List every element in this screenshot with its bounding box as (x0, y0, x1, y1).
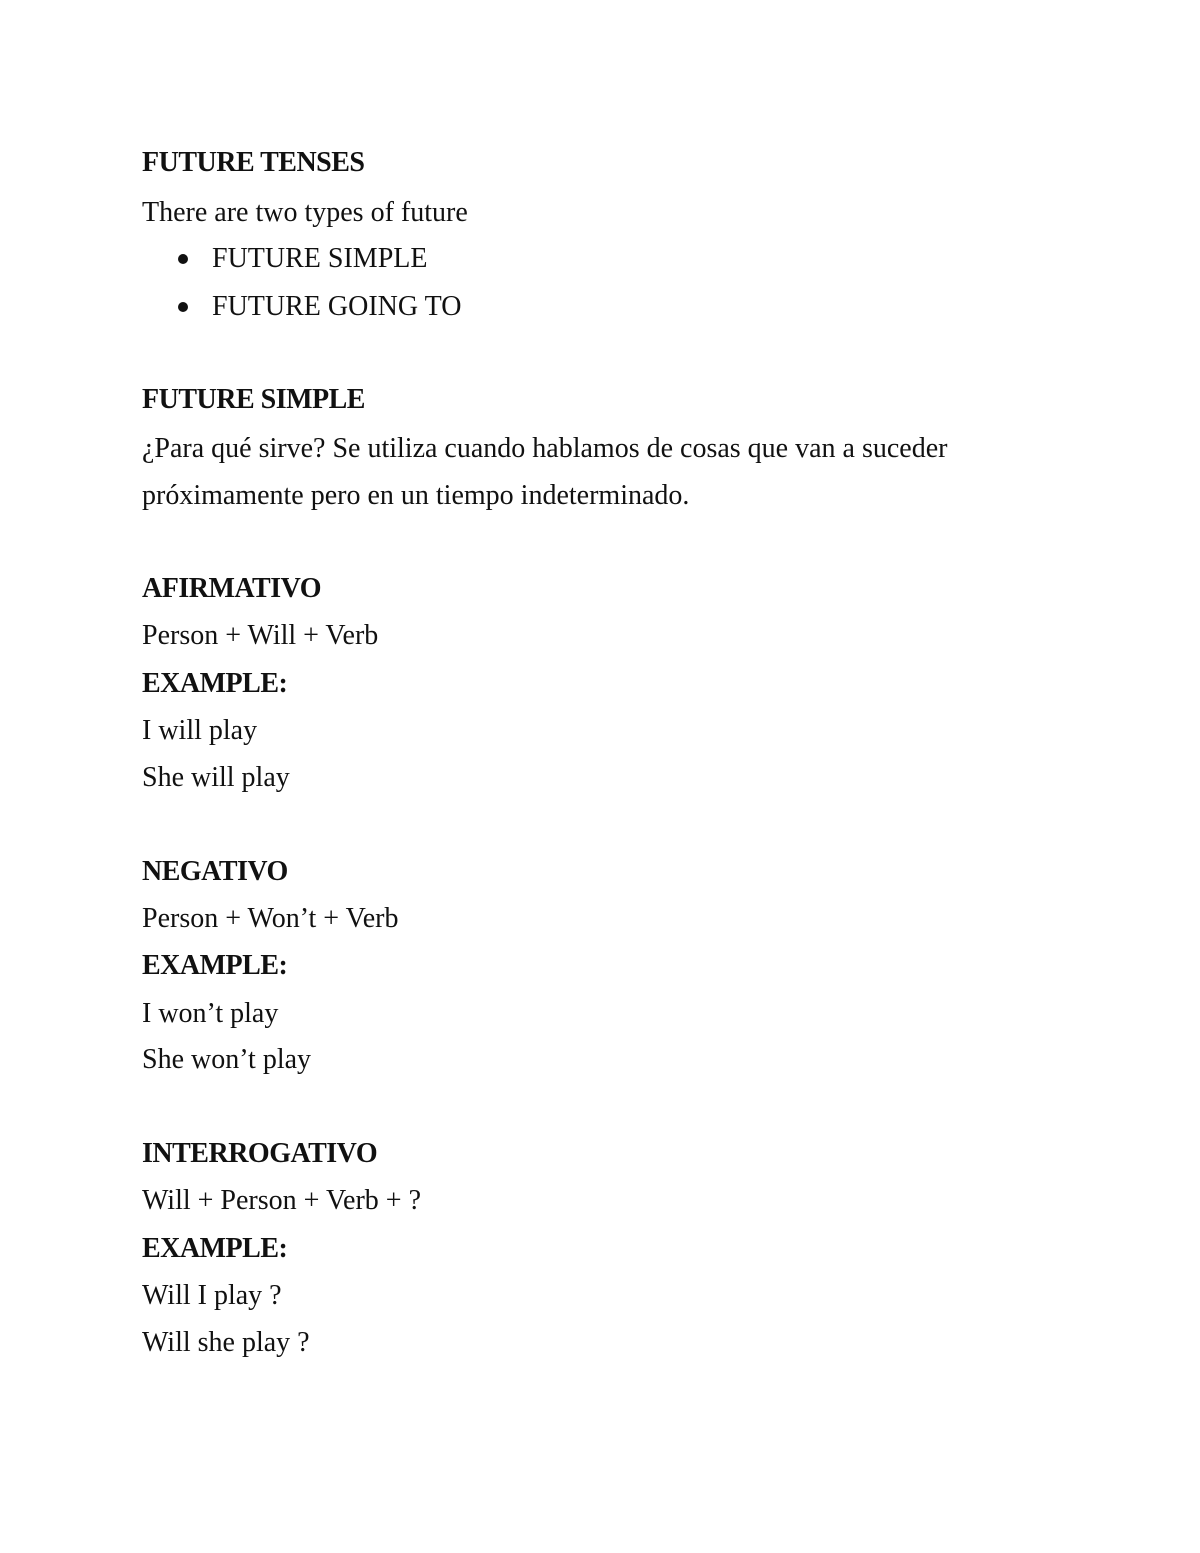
bullet-icon (178, 302, 188, 312)
block-heading-interrogativo: INTERROGATIVO (142, 1138, 378, 1169)
intro-text: There are two types of future (142, 197, 468, 228)
section-title: FUTURE SIMPLE (142, 384, 365, 415)
example-line: Will she play ? (142, 1327, 310, 1358)
example-line: I won’t play (142, 998, 279, 1029)
document-title: FUTURE TENSES (142, 147, 365, 178)
description-line: próximamente pero en un tiempo indeterminado. (142, 480, 690, 511)
example-line: Will I play ? (142, 1280, 282, 1311)
formula-negativo: Person + Won’t + Verb (142, 903, 399, 934)
formula-afirmativo: Person + Will + Verb (142, 620, 379, 651)
example-label: EXAMPLE: (142, 950, 288, 981)
block-heading-afirmativo: AFIRMATIVO (142, 573, 322, 604)
example-label: EXAMPLE: (142, 668, 288, 699)
formula-interrogativo: Will + Person + Verb + ? (142, 1185, 422, 1216)
example-label: EXAMPLE: (142, 1233, 288, 1264)
block-heading-negativo: NEGATIVO (142, 856, 288, 887)
example-line: She won’t play (142, 1044, 312, 1075)
example-line: I will play (142, 715, 258, 746)
bullet-icon (178, 254, 188, 264)
list-item-label: FUTURE GOING TO (212, 291, 462, 322)
list-item-label: FUTURE SIMPLE (212, 243, 428, 274)
description-line: ¿Para qué sirve? Se utiliza cuando hablamos de cosas que van a suceder (142, 433, 948, 464)
example-line: She will play (142, 762, 290, 793)
